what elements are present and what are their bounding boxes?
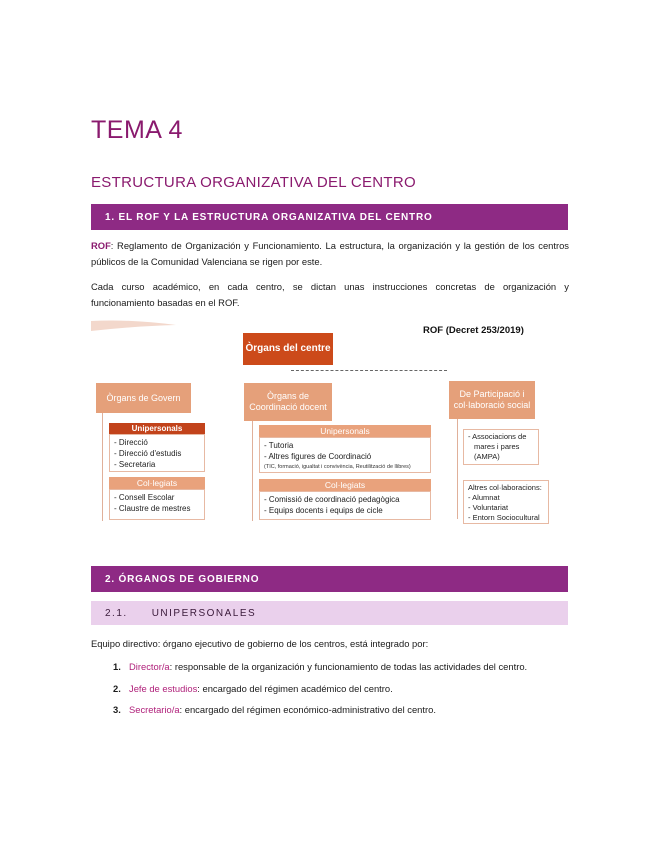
rof-paragraph-line-2: públicos de la Comunidad Valenciana se rigen por este. [91, 256, 323, 267]
coordinacio-box: Òrgans de Coordinació docent [244, 383, 332, 421]
equipo-directivo-intro: Equipo directivo: órgano ejecutivo de gobierno de los centros, está integrado por: [91, 638, 429, 649]
subsection-2-1-heading [91, 601, 568, 625]
coordinacio-uni-note: (TIC, formació, igualtat i convivència, Reutilització de llibres) [264, 464, 411, 470]
altres-line: - Voluntariat [468, 503, 509, 512]
coordinacio-collegiats-head: Col·legiats [259, 479, 431, 491]
subsection-number: 2.1. [105, 607, 128, 619]
govern-col-item: - Consell Escolar [114, 493, 175, 502]
govern-unipersonals-list [109, 434, 205, 472]
govern-collegiats-list [109, 489, 205, 520]
subsection-title: UNIPERSONALES [151, 607, 257, 619]
list-term: Director/a [129, 661, 170, 672]
rof-definition: : Reglamento de Organización y Funcionamiento. La estructura, la organización y la gestión de los centros [110, 240, 569, 251]
list-text [129, 704, 436, 715]
section-1-heading: 1. EL ROF Y LA ESTRUCTURA ORGANIZATIVA DEL CENTRO [91, 204, 568, 230]
govern-uni-item: - Secretaria [114, 460, 156, 469]
list-description: : encargado del régimen académico del centro. [197, 683, 393, 694]
rof-decree-label: ROF (Decret 253/2019) [423, 325, 524, 336]
coordinacio-unipersonals-list [259, 437, 431, 473]
govern-collegiats-head: Col·legiats [109, 477, 205, 489]
ampa-line: - Associacions de [468, 432, 527, 441]
root-box: Òrgans del centre [243, 333, 333, 365]
altres-line: - Entorn Sociocultural [468, 513, 540, 522]
altres-line: - Alumnat [468, 493, 500, 502]
page-subtitle: ESTRUCTURA ORGANIZATIVA DEL CENTRO [91, 174, 416, 191]
altres-line: Altres col·laboracions: [468, 483, 542, 492]
coordinacio-col-item: - Equips docents i equips de cicle [264, 506, 383, 515]
govern-box: Òrgans de Govern [96, 383, 191, 413]
coordinacio-unipersonals-head: Unipersonals [259, 425, 431, 437]
list-term: Jefe de estudios [129, 683, 198, 694]
list-term: Secretario/a [129, 704, 180, 715]
instructions-paragraph [91, 279, 569, 311]
connector-line [291, 370, 447, 372]
ampa-line: (AMPA) [474, 452, 500, 461]
list-description: : encargado del régimen económico-administrativo del centro. [179, 704, 436, 715]
list-text [129, 683, 393, 694]
altres-collaboracions-box [463, 480, 549, 524]
org-structure-diagram [91, 319, 568, 527]
list-number: 3. [113, 704, 121, 715]
section-2-heading: 2. ÓRGANOS DE GOBIERNO [91, 566, 568, 592]
page-title: TEMA 4 [91, 116, 183, 144]
participacio-box: De Participació i col·laboració social [449, 381, 535, 419]
participacio-connector [457, 419, 458, 519]
govern-unipersonals-head: Unipersonals [109, 423, 205, 434]
govern-uni-item: - Direcció [114, 438, 148, 447]
govern-connector [102, 413, 103, 521]
coordinacio-uni-item: - Tutoria [264, 441, 294, 450]
ampa-box [463, 429, 539, 465]
rof-paragraph-line-1 [91, 238, 569, 254]
coordinacio-collegiats-list [259, 491, 431, 520]
rof-label: ROF [91, 240, 111, 251]
coordinacio-col-item: - Comissió de coordinació pedagògica [264, 495, 400, 504]
govern-uni-item: - Direcció d'estudis [114, 449, 182, 458]
instructions-line-2: funcionamiento basadas en el ROF. [91, 297, 240, 308]
govern-col-item: - Claustre de mestres [114, 504, 191, 513]
instructions-line-1: Cada curso académico, en cada centro, se dictan unas instrucciones concretas de organización y [91, 281, 569, 292]
coordinacio-uni-item: - Altres figures de Coordinació [264, 452, 372, 461]
ampa-line: mares i pares [474, 442, 520, 451]
list-description: : responsable de la organización y funcionamiento de todas las actividades del centro. [169, 661, 528, 672]
coordinacio-connector [252, 421, 253, 521]
list-number: 2. [113, 683, 121, 694]
list-number: 1. [113, 661, 121, 672]
decorative-swoosh [91, 319, 181, 333]
rof-paragraph [91, 238, 569, 270]
list-text [129, 661, 527, 672]
